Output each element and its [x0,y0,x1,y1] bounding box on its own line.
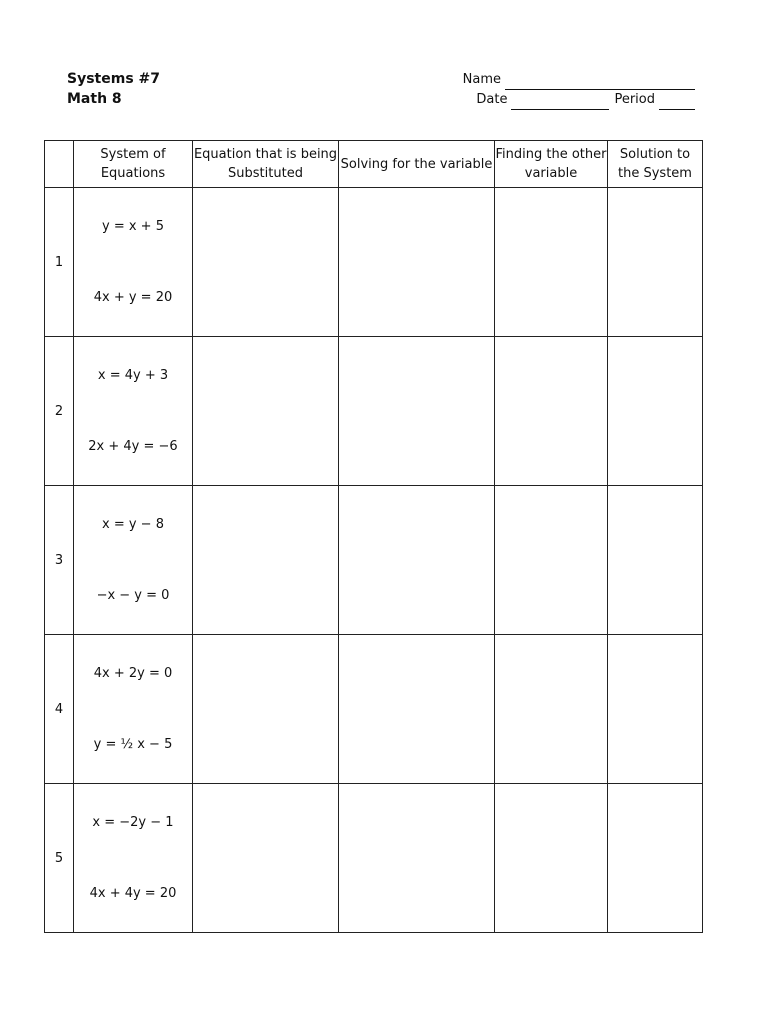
equation-1: y = x + 5 [102,219,164,234]
system-cell [74,188,193,337]
table-row [45,337,703,486]
equation-1: x = −2y − 1 [92,815,174,830]
row-number: 3 [45,486,74,635]
equation-2: −x − y = 0 [96,588,170,603]
equation-2: 4x + y = 20 [93,290,173,305]
table-header-row [45,141,703,188]
substituted-cell[interactable] [193,486,339,635]
system-cell [74,784,193,933]
other-variable-cell[interactable] [495,635,608,784]
worksheet-title: Systems #7 [67,71,160,87]
substituted-cell[interactable] [193,635,339,784]
equation-1: x = y − 8 [102,517,164,532]
systems-table [44,140,703,933]
column-header-solving: Solving for the variable [339,141,495,188]
other-variable-cell[interactable] [495,188,608,337]
date-blank[interactable] [511,95,609,110]
system-cell [74,337,193,486]
solving-cell[interactable] [339,784,495,933]
solution-cell[interactable] [608,337,703,486]
other-variable-cell[interactable] [495,486,608,635]
table-row [45,486,703,635]
substituted-cell[interactable] [193,784,339,933]
period-blank[interactable] [659,95,695,110]
table-row [45,635,703,784]
solving-cell[interactable] [339,188,495,337]
row-number: 1 [45,188,74,337]
system-cell [74,635,193,784]
substituted-cell[interactable] [193,337,339,486]
column-header-other-variable: Finding the other variable [495,141,608,188]
solving-cell[interactable] [339,486,495,635]
period-label: Period [614,92,655,107]
solving-cell[interactable] [339,337,495,486]
system-cell [74,486,193,635]
equation-2: 4x + 4y = 20 [89,886,177,901]
equation-1: 4x + 2y = 0 [93,666,173,681]
solution-cell[interactable] [608,188,703,337]
solution-cell[interactable] [608,635,703,784]
column-header-system: System of Equations [74,141,193,188]
column-header-substituted: Equation that is being Substituted [193,141,339,188]
solution-cell[interactable] [608,486,703,635]
equation-1: x = 4y + 3 [97,368,169,383]
name-line [430,70,695,90]
row-number: 5 [45,784,74,933]
name-blank[interactable] [505,75,695,90]
worksheet-title-block [67,69,160,109]
row-number: 2 [45,337,74,486]
name-label: Name [462,72,501,87]
column-header-number [45,141,74,188]
student-info [430,70,695,110]
other-variable-cell[interactable] [495,337,608,486]
column-header-solution: Solution to the System [608,141,703,188]
table-row [45,188,703,337]
solution-cell[interactable] [608,784,703,933]
equation-2: 2x + 4y = −6 [88,439,178,454]
solving-cell[interactable] [339,635,495,784]
equation-2: y = ½ x − 5 [93,737,173,752]
course-name: Math 8 [67,91,122,107]
date-period-line [430,90,695,110]
table-row [45,784,703,933]
date-label: Date [476,92,508,107]
other-variable-cell[interactable] [495,784,608,933]
row-number: 4 [45,635,74,784]
substituted-cell[interactable] [193,188,339,337]
